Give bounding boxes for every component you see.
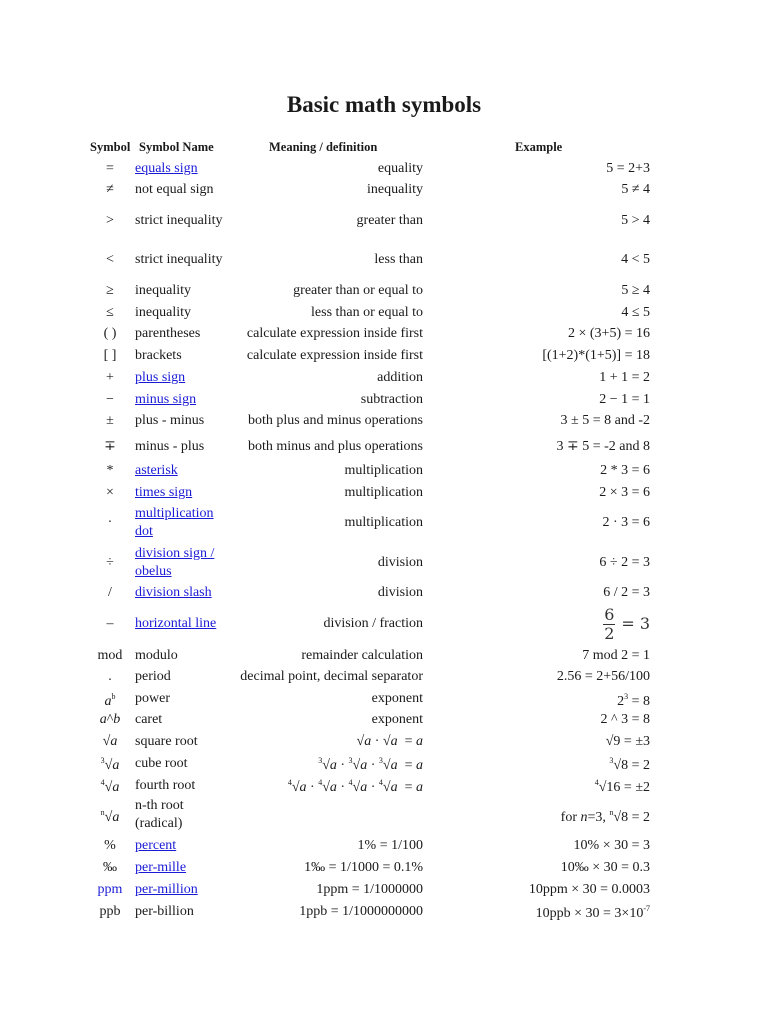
row-symbol-name[interactable] <box>135 836 227 856</box>
meaning-text: division <box>377 585 423 600</box>
example-text: $2^3 = 8$ <box>617 691 650 709</box>
table-row <box>0 505 768 541</box>
table-row <box>0 603 768 645</box>
meaning-text: 1ppb = 1/1000000000 <box>299 903 423 919</box>
row-example <box>440 901 650 922</box>
table-row <box>0 241 768 279</box>
symbol-name-text: per-billion <box>135 903 194 919</box>
symbol-text: ≠ <box>106 182 114 197</box>
symbol-name-text: period <box>135 669 171 684</box>
row-symbol <box>88 390 132 410</box>
symbol-text: ∓ <box>104 438 116 454</box>
symbol-text: > <box>106 213 114 228</box>
table-row <box>0 797 768 833</box>
row-symbol-name <box>135 180 227 200</box>
row-symbol-name[interactable] <box>135 159 227 179</box>
row-symbol <box>88 461 132 481</box>
symbol-name-link[interactable]: per-million <box>135 882 198 897</box>
row-meaning <box>226 880 423 900</box>
meaning-text: exponent <box>371 712 423 727</box>
table-row <box>0 775 768 796</box>
table-row <box>0 710 768 730</box>
row-symbol-name[interactable] <box>135 544 227 582</box>
row-symbol <box>88 433 132 460</box>
example-text: 10% × 30 = 3 <box>573 838 650 853</box>
row-example <box>440 202 650 240</box>
meaning-text: calculate expression inside first <box>246 326 423 341</box>
row-symbol-name <box>135 775 227 796</box>
symbol-name-text: strict inequality <box>135 213 223 228</box>
row-example <box>440 368 650 388</box>
row-symbol <box>88 858 132 878</box>
example-text: 2.56 = 2+56/100 <box>556 669 650 684</box>
row-symbol-name <box>135 433 227 460</box>
meaning-text: equality <box>377 161 423 176</box>
row-symbol-name <box>135 202 227 240</box>
row-meaning <box>226 775 423 796</box>
table-row <box>0 346 768 366</box>
row-example <box>440 483 650 503</box>
symbol-name-link[interactable]: percent <box>135 838 177 853</box>
symbol-text: √a <box>102 733 118 749</box>
example-text: $^4$√16 = ±2 <box>594 778 650 795</box>
meaning-text: division / fraction <box>323 616 423 631</box>
meaning-text: $^3$√a · $^3$√a · $^3$√a = a <box>318 756 423 773</box>
row-symbol-name <box>135 346 227 366</box>
meaning-text: 1% = 1/100 <box>357 838 423 853</box>
symbol-name-link[interactable]: multiplication dot <box>135 506 214 539</box>
row-symbol <box>88 836 132 856</box>
symbol-name-link[interactable]: division sign / obelus <box>135 546 215 579</box>
row-meaning <box>226 603 423 645</box>
table-row <box>0 390 768 410</box>
row-symbol <box>88 753 132 774</box>
row-symbol <box>88 241 132 279</box>
row-example <box>440 281 650 301</box>
header-symbol-name: Symbol Name <box>139 140 214 154</box>
row-example <box>440 583 650 603</box>
row-symbol-name <box>135 667 227 687</box>
table-row <box>0 858 768 878</box>
symbol-name-text: n-th root (radical) <box>135 798 184 831</box>
row-symbol <box>88 689 132 709</box>
table-row <box>0 731 768 752</box>
row-symbol[interactable] <box>88 880 132 900</box>
symbol-name-text: brackets <box>135 348 182 363</box>
symbol-text: . <box>108 669 112 684</box>
symbol-text: ÷ <box>106 555 114 570</box>
symbol-text: ppb <box>99 903 121 919</box>
row-example <box>440 836 650 856</box>
symbol-text: $^n$√a <box>100 807 120 825</box>
meaning-text: $^4$√a · $^4$√a · $^4$√a · $^4$√a = a <box>287 778 423 795</box>
row-meaning <box>226 281 423 301</box>
row-meaning <box>226 180 423 200</box>
example-text: 2 × 3 = 6 <box>599 485 650 500</box>
table-row <box>0 836 768 856</box>
meaning-text: less than <box>374 252 423 267</box>
header-example: Example <box>515 140 563 154</box>
table-row <box>0 544 768 582</box>
row-meaning <box>226 505 423 541</box>
row-meaning <box>226 544 423 582</box>
table-row <box>0 202 768 240</box>
example-text: 5 = 2+3 <box>606 161 650 176</box>
symbol-name-text: inequality <box>135 305 191 320</box>
meaning-text: decimal point, decimal separator <box>240 669 423 684</box>
example-text: 2 ^ 3 = 8 <box>600 712 650 727</box>
row-symbol-name[interactable] <box>135 505 227 541</box>
symbol-name-text: not equal sign <box>135 182 214 197</box>
row-example <box>440 731 650 752</box>
row-example <box>440 880 650 900</box>
row-symbol <box>88 159 132 179</box>
row-meaning <box>226 858 423 878</box>
table-row <box>0 433 768 460</box>
symbol-text: a^b <box>99 712 121 727</box>
row-example <box>440 390 650 410</box>
symbol-text: ( ) <box>103 326 117 341</box>
symbol-text: $^3$√a <box>100 756 120 773</box>
row-symbol <box>88 667 132 687</box>
example-text: √9 = ±3 <box>605 733 650 749</box>
symbol-name-text: cube root <box>135 755 188 771</box>
symbol-text[interactable]: ppm <box>97 882 123 897</box>
row-meaning <box>226 159 423 179</box>
example-text: 5 > 4 <box>621 213 650 228</box>
symbol-text: × <box>106 485 114 500</box>
meaning-text: 1ppm = 1/1000000 <box>316 882 423 897</box>
symbol-name-link[interactable]: per-mille <box>135 860 187 875</box>
row-symbol <box>88 281 132 301</box>
symbol-text: $^4$√a <box>100 778 120 795</box>
table-row <box>0 159 768 179</box>
row-symbol-name[interactable] <box>135 583 227 603</box>
row-symbol-name[interactable] <box>135 858 227 878</box>
row-example <box>440 433 650 460</box>
row-symbol <box>88 202 132 240</box>
table-row <box>0 483 768 503</box>
symbol-text: – <box>106 616 114 631</box>
row-example <box>440 461 650 481</box>
row-symbol-name[interactable] <box>135 390 227 410</box>
symbol-name-text: fourth root <box>135 777 196 793</box>
symbol-text: % <box>104 838 116 853</box>
row-symbol-name <box>135 241 227 279</box>
row-symbol-name <box>135 646 227 666</box>
meaning-text: greater than or equal to <box>293 283 423 298</box>
row-meaning <box>226 411 423 431</box>
symbol-name-text: power <box>135 691 170 706</box>
row-symbol <box>88 303 132 323</box>
example-text: 2 * 3 = 6 <box>600 463 650 478</box>
example-text: 4 < 5 <box>621 252 650 267</box>
example-text: 7 mod 2 = 1 <box>582 648 650 663</box>
example-text: $10ppb \times 30 = 3\times 10^{-7}$ <box>535 904 650 921</box>
row-meaning <box>226 346 423 366</box>
row-symbol <box>88 775 132 796</box>
row-example <box>440 646 650 666</box>
row-example <box>440 753 650 774</box>
row-symbol-name <box>135 689 227 709</box>
example-text: 10‰ × 30 = 0.3 <box>560 860 650 875</box>
table-row <box>0 180 768 200</box>
table-row <box>0 753 768 774</box>
row-example <box>440 689 650 709</box>
row-meaning <box>226 202 423 240</box>
example-text: 2 × (3+5) = 16 <box>567 326 650 341</box>
row-meaning <box>226 483 423 503</box>
row-meaning <box>226 689 423 709</box>
row-example <box>440 159 650 179</box>
row-symbol-name <box>135 324 227 344</box>
symbol-name-text: parentheses <box>135 326 201 341</box>
symbol-name-link[interactable]: asterisk <box>135 463 178 478</box>
meaning-text: exponent <box>371 691 423 706</box>
meaning-text: remainder calculation <box>301 648 423 663</box>
symbol-text: < <box>106 252 114 267</box>
meaning-text: less than or equal to <box>311 305 423 320</box>
example-text: 3 ∓ 5 = -2 and 8 <box>556 438 650 454</box>
row-symbol-name <box>135 731 227 752</box>
meaning-text: both minus and plus operations <box>248 438 423 454</box>
row-meaning <box>226 241 423 279</box>
row-symbol <box>88 731 132 752</box>
row-symbol-name[interactable] <box>135 368 227 388</box>
row-symbol <box>88 505 132 541</box>
row-symbol-name <box>135 710 227 730</box>
table-row <box>0 646 768 666</box>
table-row <box>0 880 768 900</box>
row-symbol-name[interactable] <box>135 461 227 481</box>
row-symbol <box>88 483 132 503</box>
row-example <box>440 346 650 366</box>
example-text: [(1+2)*(1+5)] = 18 <box>542 348 650 363</box>
header-symbol: Symbol <box>90 140 131 154</box>
symbol-text: + <box>106 370 114 385</box>
symbol-name-link[interactable]: horizontal line <box>135 616 217 631</box>
row-example <box>440 797 650 833</box>
row-meaning <box>226 646 423 666</box>
row-meaning <box>226 433 423 460</box>
symbol-text: · <box>107 515 113 530</box>
symbol-text: ≤ <box>106 305 114 320</box>
symbol-text: / <box>108 585 112 600</box>
row-symbol <box>88 797 132 833</box>
example-text: for n=3, $^n$√8 = 2 <box>560 807 650 825</box>
table-row <box>0 324 768 344</box>
meaning-text: both plus and minus operations <box>248 413 423 428</box>
meaning-text: multiplication <box>344 463 423 478</box>
symbol-name-link[interactable]: times sign <box>135 485 193 500</box>
symbol-text: mod <box>97 648 123 663</box>
row-symbol-name <box>135 411 227 431</box>
meaning-text: inequality <box>367 182 423 197</box>
symbol-name-text: inequality <box>135 283 191 298</box>
row-example <box>440 858 650 878</box>
example-text: 5 ≠ 4 <box>621 182 650 197</box>
row-meaning <box>226 368 423 388</box>
row-meaning <box>226 583 423 603</box>
symbol-name-text: plus - minus <box>135 413 205 428</box>
row-symbol-name[interactable] <box>135 880 227 900</box>
table-row <box>0 689 768 709</box>
symbol-text: = <box>106 161 114 176</box>
symbol-name-text: caret <box>135 712 163 727</box>
example-text: 4 ≤ 5 <box>621 305 650 320</box>
row-example <box>440 710 650 730</box>
symbol-name-link[interactable]: plus sign <box>135 370 186 385</box>
page-title: Basic math symbols <box>286 92 482 117</box>
row-example <box>440 411 650 431</box>
row-example <box>440 303 650 323</box>
symbol-text: ± <box>106 413 114 428</box>
example-text: 2 − 1 = 1 <box>599 392 650 407</box>
row-symbol-name <box>135 901 227 922</box>
row-example <box>440 505 650 541</box>
example-text: 6 ÷ 2 = 3 <box>599 555 650 570</box>
row-meaning <box>226 901 423 922</box>
table-row <box>0 303 768 323</box>
row-meaning <box>226 667 423 687</box>
row-symbol-name <box>135 753 227 774</box>
table-row <box>0 281 768 301</box>
row-example <box>440 667 650 687</box>
row-symbol-name[interactable] <box>135 483 227 503</box>
row-symbol-name <box>135 303 227 323</box>
symbol-name-text: square root <box>135 733 198 749</box>
row-meaning <box>226 303 423 323</box>
row-meaning <box>226 797 423 833</box>
row-meaning <box>226 461 423 481</box>
row-meaning <box>226 324 423 344</box>
example-text: 2 · 3 = 6 <box>602 515 650 530</box>
row-meaning <box>226 390 423 410</box>
symbol-name-text: strict inequality <box>135 252 223 267</box>
table-row <box>0 901 768 922</box>
row-meaning <box>226 836 423 856</box>
symbol-name-text: modulo <box>135 648 178 663</box>
example-text: $\frac{6}{2}$ = 3 <box>604 604 650 643</box>
example-text: $^3$√8 = 2 <box>609 756 650 773</box>
example-text: 1 + 1 = 2 <box>599 370 650 385</box>
symbol-text: * <box>106 463 114 478</box>
symbol-name-link[interactable]: division slash <box>135 585 212 600</box>
example-text: 6 / 2 = 3 <box>603 585 650 600</box>
row-symbol-name <box>135 281 227 301</box>
row-example <box>440 775 650 796</box>
row-example <box>440 241 650 279</box>
table-row <box>0 461 768 481</box>
symbol-name-link[interactable]: minus sign <box>135 392 197 407</box>
symbol-text: [ ] <box>103 348 117 363</box>
table-row <box>0 368 768 388</box>
row-symbol <box>88 603 132 645</box>
row-symbol-name[interactable] <box>135 603 227 645</box>
row-example <box>440 324 650 344</box>
row-symbol <box>88 324 132 344</box>
table-row <box>0 667 768 687</box>
row-example <box>440 180 650 200</box>
meaning-text: addition <box>377 370 423 385</box>
meaning-text: 1‰ = 1/1000 = 0.1% <box>304 860 423 875</box>
table-row <box>0 583 768 603</box>
meaning-text: multiplication <box>344 485 423 500</box>
example-text: 5 ≥ 4 <box>621 283 650 298</box>
example-text: 3 ± 5 = 8 and -2 <box>560 413 650 428</box>
meaning-text: multiplication <box>344 515 423 530</box>
row-meaning <box>226 710 423 730</box>
row-symbol <box>88 646 132 666</box>
row-symbol <box>88 583 132 603</box>
row-meaning <box>226 731 423 752</box>
row-symbol <box>88 180 132 200</box>
row-meaning <box>226 753 423 774</box>
row-symbol <box>88 411 132 431</box>
meaning-text: √a · √a = a <box>356 733 423 749</box>
meaning-text: subtraction <box>360 392 423 407</box>
symbol-name-link[interactable]: equals sign <box>135 161 198 176</box>
symbol-name-text: minus - plus <box>135 438 205 454</box>
meaning-text: greater than <box>356 213 423 228</box>
row-symbol <box>88 710 132 730</box>
symbol-text: ‰ <box>103 860 117 875</box>
row-symbol <box>88 346 132 366</box>
table-row <box>0 411 768 431</box>
symbol-text: $a^b$ <box>104 691 116 709</box>
meaning-text: calculate expression inside first <box>246 348 423 363</box>
row-symbol <box>88 901 132 922</box>
row-example <box>440 603 650 645</box>
row-symbol <box>88 544 132 582</box>
header-meaning: Meaning / definition <box>269 140 378 154</box>
row-example <box>440 544 650 582</box>
symbol-text: − <box>106 392 114 407</box>
row-symbol-name <box>135 797 227 833</box>
example-text: 10ppm × 30 = 0.0003 <box>528 882 650 897</box>
symbol-text: ≥ <box>106 283 114 298</box>
row-symbol <box>88 368 132 388</box>
meaning-text: division <box>377 555 423 570</box>
